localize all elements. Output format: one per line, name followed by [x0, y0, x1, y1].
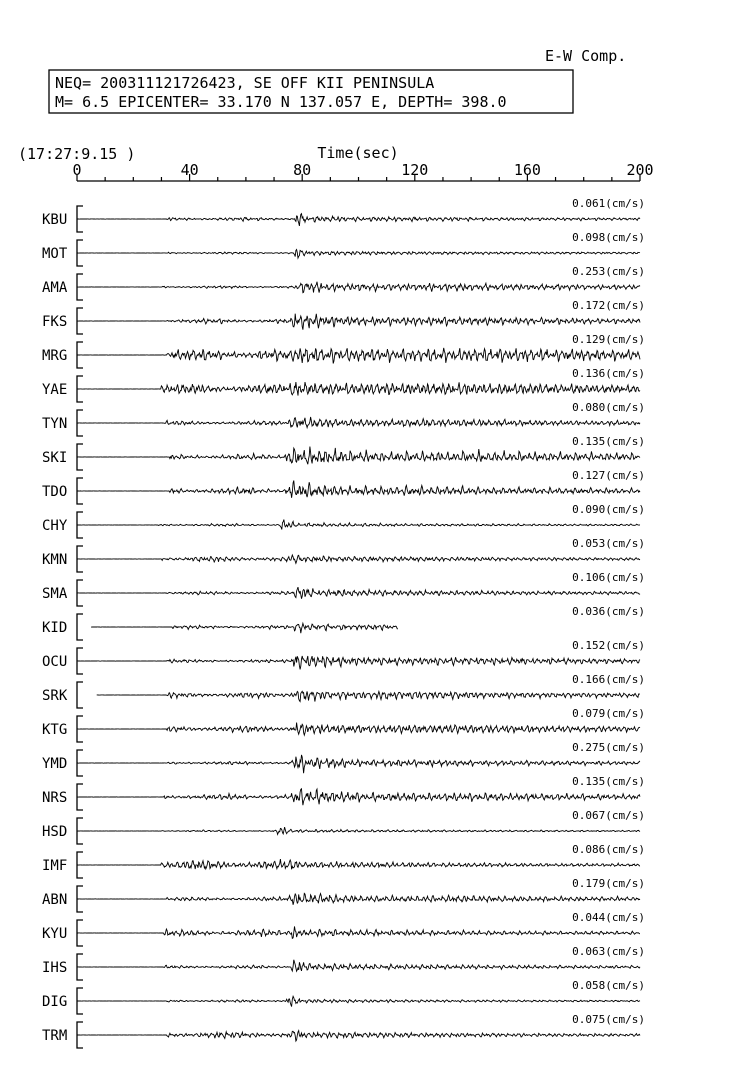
station-label: KBU [42, 212, 68, 228]
x-tick-label: 0 [72, 161, 82, 179]
station-row-hsd [42, 809, 645, 844]
waveform-trace [77, 282, 640, 293]
station-label: OCU [42, 654, 68, 670]
waveform-trace [77, 723, 640, 736]
waveform-trace [77, 1031, 640, 1041]
waveform-trace [77, 314, 640, 330]
waveform-trace [77, 789, 640, 805]
max-amplitude-label: 0.058(cm/s) [572, 979, 645, 992]
waveform-trace [97, 691, 640, 701]
station-label: NRS [42, 790, 68, 806]
max-amplitude-label: 0.067(cm/s) [572, 809, 645, 822]
station-label: HSD [42, 824, 68, 840]
station-label: AMA [42, 280, 68, 296]
waveform-trace [77, 520, 640, 530]
station-label: KMN [42, 552, 68, 568]
waveform-trace [77, 447, 640, 465]
max-amplitude-label: 0.061(cm/s) [572, 197, 645, 210]
max-amplitude-label: 0.090(cm/s) [572, 503, 645, 516]
waveform-trace [77, 587, 640, 599]
station-label: IHS [42, 960, 68, 976]
waveform-trace [77, 827, 640, 834]
station-label: SRK [42, 688, 68, 704]
waveform-trace [77, 893, 640, 904]
event-info-line-2: M= 6.5 EPICENTER= 33.170 N 137.057 E, DEPTH= 398.0 [55, 93, 507, 111]
waveform-trace [77, 926, 640, 938]
amplitude-scale-bracket [77, 682, 83, 708]
station-row-kbu [42, 197, 645, 232]
waveform-trace [77, 382, 640, 396]
station-label: KYU [42, 926, 68, 942]
station-label: TRM [42, 1028, 68, 1044]
station-row-kid [42, 605, 645, 640]
station-row-imf [42, 843, 645, 878]
station-row-tyn [42, 401, 645, 436]
station-label: ABN [42, 892, 68, 908]
max-amplitude-label: 0.127(cm/s) [572, 469, 645, 482]
max-amplitude-label: 0.129(cm/s) [572, 333, 645, 346]
station-row-kmn [42, 537, 645, 572]
max-amplitude-label: 0.086(cm/s) [572, 843, 645, 856]
station-label: MRG [42, 348, 68, 364]
station-row-ihs [42, 945, 645, 980]
max-amplitude-label: 0.075(cm/s) [572, 1013, 645, 1026]
station-label: YAE [42, 382, 68, 398]
station-row-mrg [42, 333, 645, 368]
max-amplitude-label: 0.135(cm/s) [572, 775, 645, 788]
start-time-label: (17:27:9.15 ) [18, 145, 136, 163]
max-amplitude-label: 0.036(cm/s) [572, 605, 645, 618]
waveform-trace [77, 417, 640, 428]
max-amplitude-label: 0.079(cm/s) [572, 707, 645, 720]
max-amplitude-label: 0.098(cm/s) [572, 231, 645, 244]
station-row-ama [42, 265, 645, 300]
waveform-trace [91, 623, 398, 633]
station-label: TYN [42, 416, 68, 432]
station-label: DIG [42, 994, 68, 1010]
station-row-nrs [42, 775, 645, 810]
max-amplitude-label: 0.044(cm/s) [572, 911, 645, 924]
x-tick-label: 200 [626, 161, 654, 179]
station-label: FKS [42, 314, 68, 330]
station-row-trm [42, 1013, 645, 1048]
time-axis [72, 161, 653, 181]
max-amplitude-label: 0.172(cm/s) [572, 299, 645, 312]
station-row-ski [42, 435, 645, 470]
station-label: SKI [42, 450, 68, 466]
station-label: CHY [42, 518, 68, 534]
max-amplitude-label: 0.080(cm/s) [572, 401, 645, 414]
station-row-mot [42, 231, 645, 266]
station-label: IMF [42, 858, 68, 874]
station-row-abn [42, 877, 645, 912]
station-row-chy [42, 503, 645, 538]
max-amplitude-label: 0.253(cm/s) [572, 265, 645, 278]
station-row-ocu [42, 639, 645, 674]
waveform-trace [77, 214, 640, 226]
max-amplitude-label: 0.166(cm/s) [572, 673, 645, 686]
station-row-yae [42, 367, 645, 402]
waveform-trace [77, 755, 640, 773]
waveform-trace [77, 859, 640, 869]
max-amplitude-label: 0.106(cm/s) [572, 571, 645, 584]
amplitude-scale-bracket [77, 614, 83, 640]
x-tick-label: 80 [293, 161, 312, 179]
max-amplitude-label: 0.179(cm/s) [572, 877, 645, 890]
station-traces [42, 197, 645, 1048]
station-label: KTG [42, 722, 68, 738]
station-label: KID [42, 620, 68, 636]
max-amplitude-label: 0.063(cm/s) [572, 945, 645, 958]
station-label: YMD [42, 756, 68, 772]
station-row-sma [42, 571, 645, 606]
station-row-dig [42, 979, 645, 1014]
component-label: E-W Comp. [545, 47, 627, 65]
waveform-trace [77, 996, 640, 1006]
max-amplitude-label: 0.053(cm/s) [572, 537, 645, 550]
max-amplitude-label: 0.136(cm/s) [572, 367, 645, 380]
x-axis-label: Time(sec) [317, 144, 399, 162]
station-row-ktg [42, 707, 645, 742]
waveform-trace [77, 250, 640, 259]
max-amplitude-label: 0.135(cm/s) [572, 435, 645, 448]
max-amplitude-label: 0.152(cm/s) [572, 639, 645, 652]
waveform-trace [77, 481, 640, 498]
waveform-trace [77, 960, 640, 971]
station-label: SMA [42, 586, 68, 602]
station-row-srk [42, 673, 645, 708]
event-info-line-1: NEQ= 200311121726423, SE OFF KII PENINSULA [55, 74, 435, 92]
x-tick-label: 160 [513, 161, 541, 179]
station-row-kyu [42, 911, 645, 946]
station-label: TDO [42, 484, 68, 500]
waveform-trace [77, 656, 640, 669]
waveform-trace [77, 555, 640, 563]
station-row-fks [42, 299, 645, 334]
waveform-trace [77, 348, 640, 364]
station-label: MOT [42, 246, 68, 262]
max-amplitude-label: 0.275(cm/s) [572, 741, 645, 754]
station-row-ymd [42, 741, 645, 776]
x-tick-label: 120 [401, 161, 429, 179]
x-tick-label: 40 [180, 161, 199, 179]
station-row-tdo [42, 469, 645, 504]
